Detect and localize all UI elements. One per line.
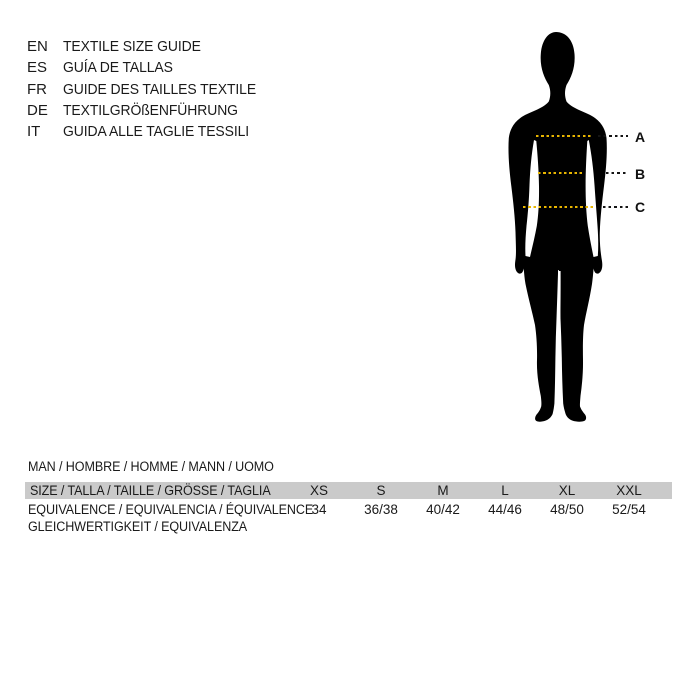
language-title-list [27, 36, 271, 142]
lang-row-en [27, 36, 271, 57]
lang-code: DE [27, 101, 48, 119]
lang-code: IT [27, 123, 41, 141]
lang-row-de [27, 100, 271, 121]
size-cell-m: M [437, 483, 449, 498]
measure-line-c-leader-dots [603, 206, 628, 208]
lang-title: TEXTILGRÖßENFÜHRUNG [63, 101, 238, 119]
size-row-label-text: SIZE / TALLA / TAILLE / GRÖSSE / TAGLIA [30, 483, 271, 498]
size-cell-xs: XS [309, 483, 328, 498]
lang-code: EN [27, 38, 48, 55]
equivalence-label-line2 [28, 518, 264, 535]
measure-line-a-body-dots [536, 135, 593, 137]
measure-label-b: B [635, 166, 646, 182]
size-cell-l: L [501, 483, 509, 498]
gender-heading-text: MAN / HOMBRE / HOMME / MANN / UOMO [28, 459, 274, 474]
equivalence-value-xs: 34 [311, 502, 327, 517]
measure-line-c-body-dots [523, 206, 593, 208]
measure-line-b-leader-dots [606, 172, 628, 174]
equivalence-value-xxl: 52/54 [612, 502, 646, 517]
lang-title: GUIDA ALLE TAGLIE TESSILI [63, 123, 250, 141]
equivalence-value-xl: 48/50 [550, 502, 584, 517]
equivalence-value-m: 40/42 [426, 502, 460, 517]
gender-heading [28, 459, 292, 475]
equivalence-value-s: 36/38 [364, 502, 398, 517]
size-cell-xxl: XXL [616, 483, 642, 498]
lang-title: GUIDE DES TAILLES TEXTILE [63, 80, 257, 98]
equivalence-label-line2-text: GLEICHWERTIGKEIT / EQUIVALENZA [28, 519, 248, 534]
equivalence-value-l: 44/46 [488, 502, 522, 517]
size-row-label [30, 482, 289, 499]
lang-code: FR [27, 80, 47, 98]
size-cell-xl: XL [558, 483, 576, 498]
lang-title: GUÍA DE TALLAS [63, 59, 173, 77]
equivalence-label-line1-text: EQUIVALENCE / EQUIVALENCIA / ÉQUIVALENCE [28, 502, 314, 517]
measure-label-c: C [635, 199, 646, 215]
measure-label-a: A [635, 129, 646, 145]
lang-row-fr [27, 79, 271, 100]
lang-row-es [27, 57, 271, 78]
size-header-row [25, 482, 672, 499]
measure-line-a-leader-dots [598, 135, 628, 137]
lang-code: ES [27, 59, 48, 77]
measure-line-b-body-dots [538, 172, 585, 174]
size-cell-s: S [376, 483, 386, 498]
female-silhouette [494, 30, 629, 430]
lang-title: TEXTILE SIZE GUIDE [63, 38, 201, 55]
lang-row-it [27, 121, 271, 142]
